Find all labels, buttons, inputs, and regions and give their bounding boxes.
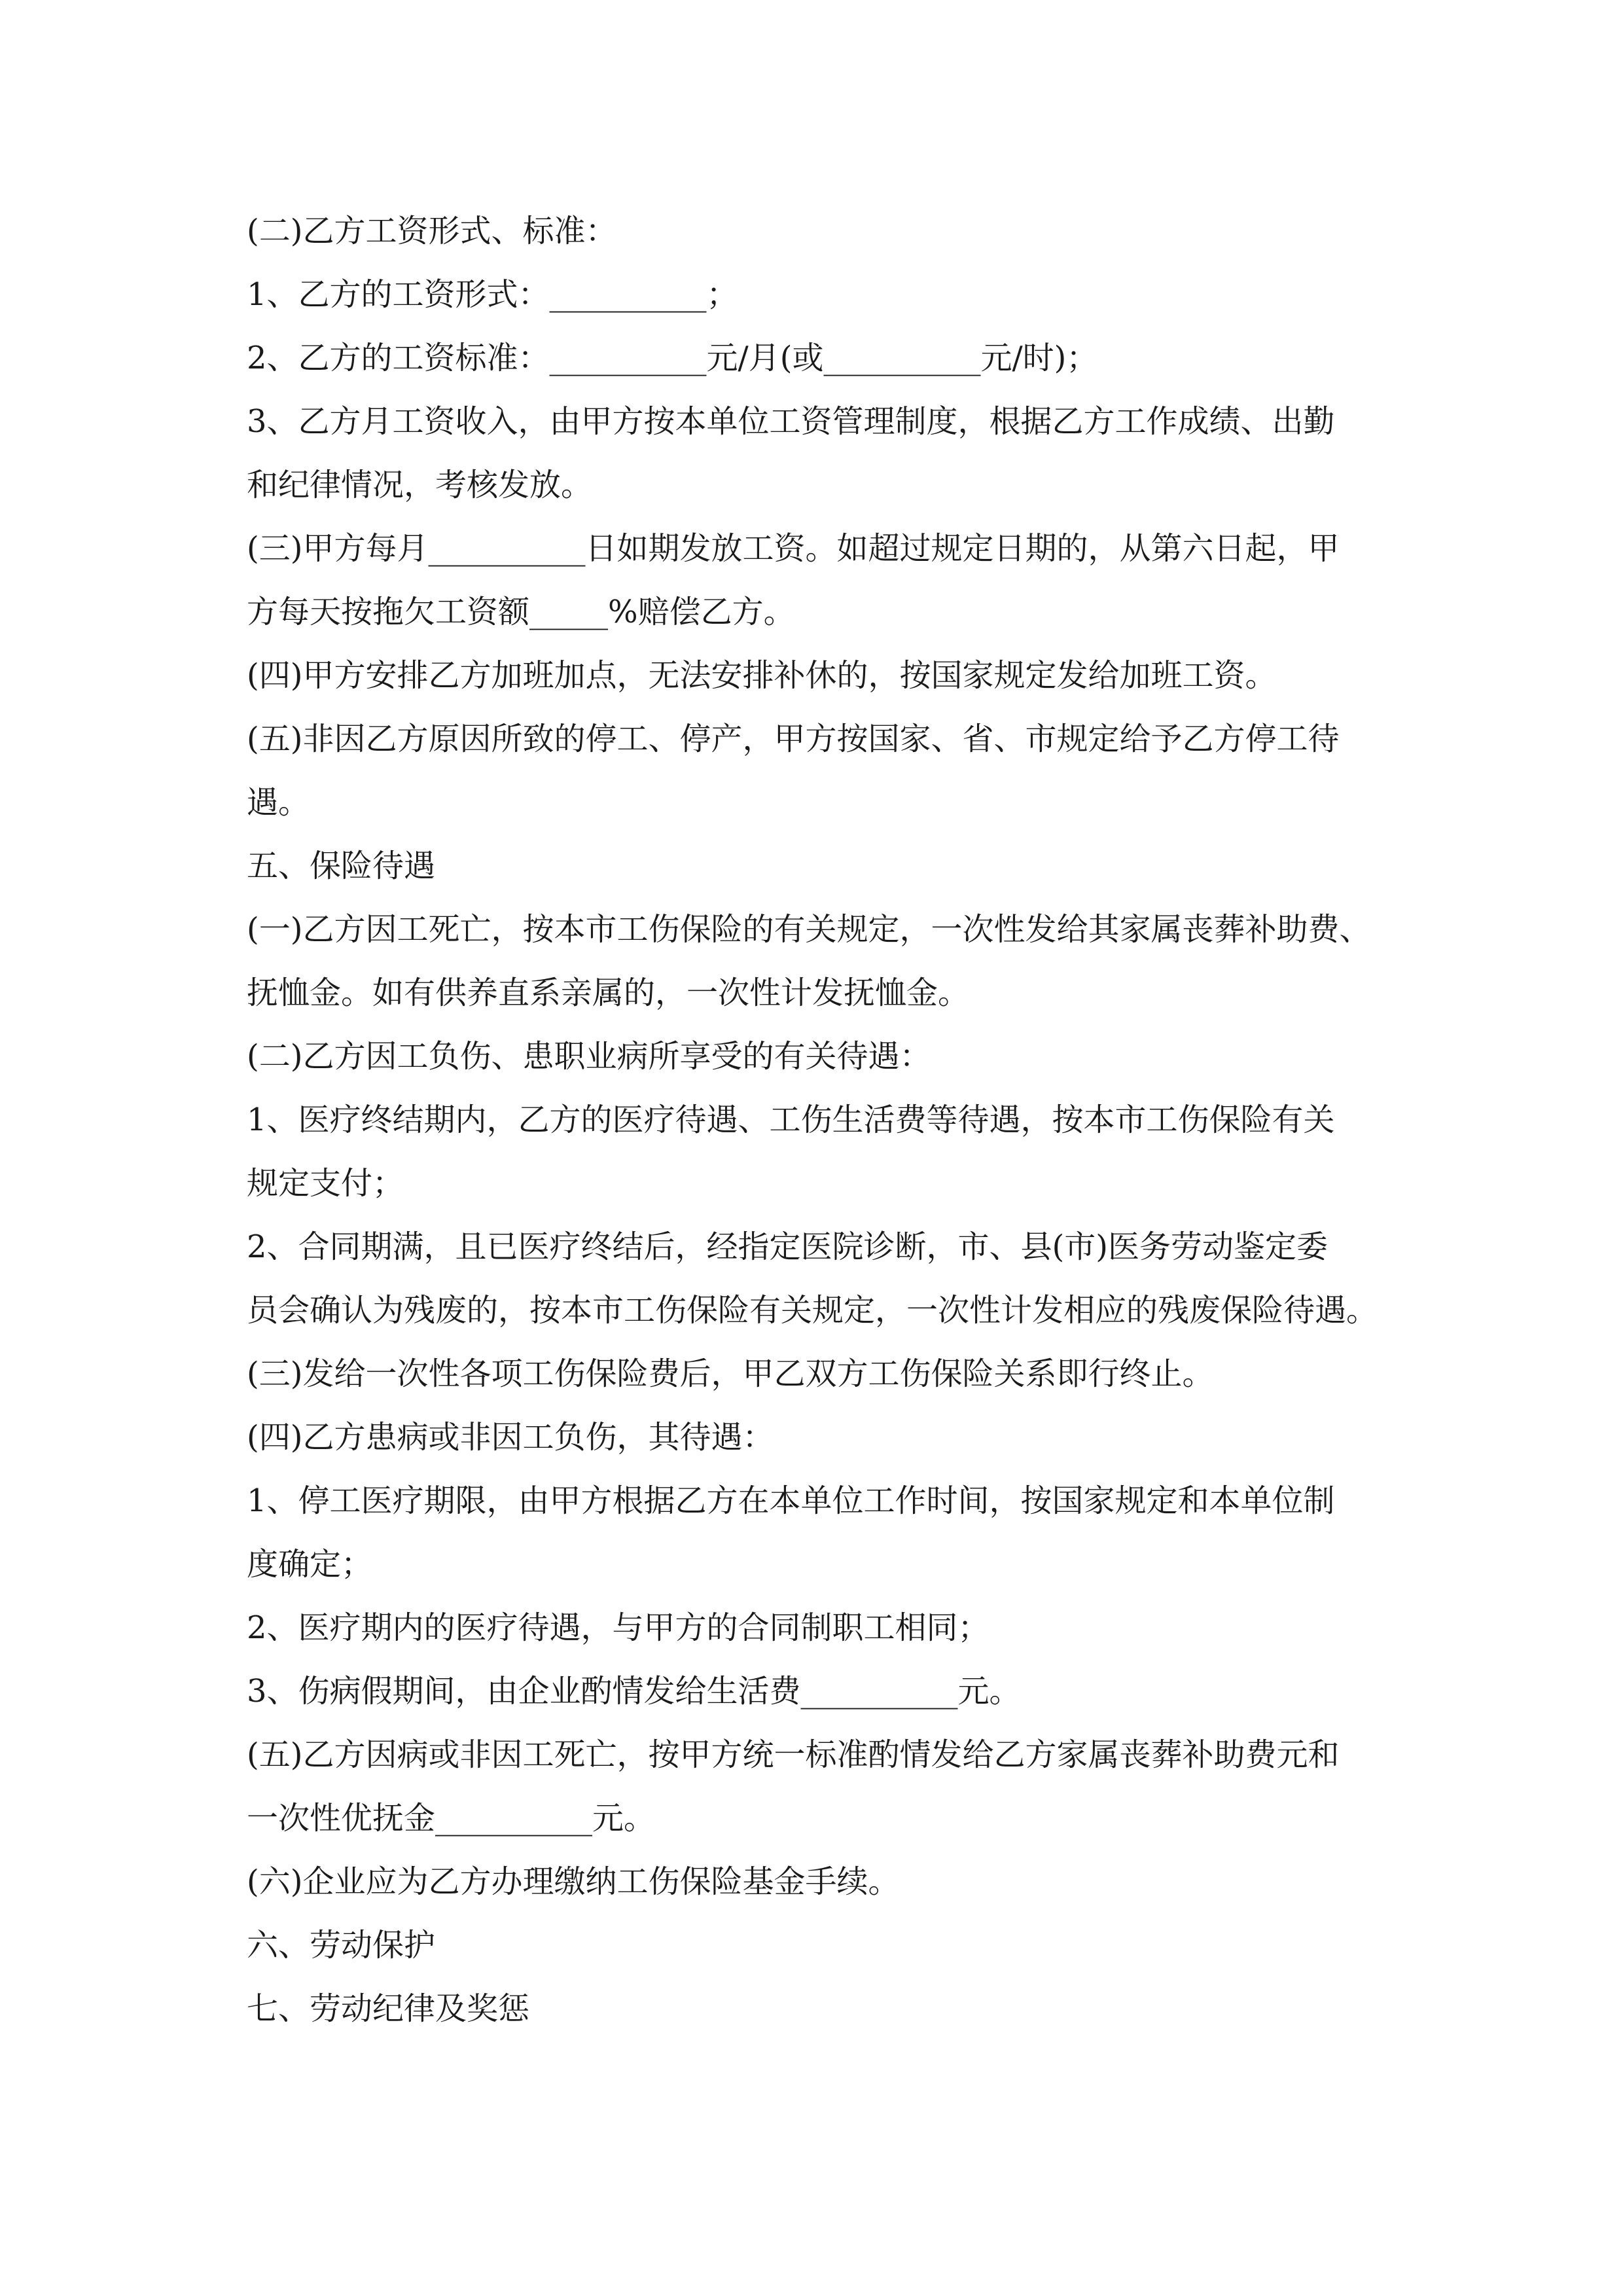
line-text: (六)企业应为乙方办理缴纳工伤保险基金手续。 <box>247 1863 900 1900</box>
line-text: 日如期发放工资。如超过规定日期的，从第六日起，甲 <box>585 530 1340 567</box>
line-text: (三)甲方每月 <box>247 530 429 567</box>
document-line <box>247 1660 1379 1723</box>
document-line <box>247 1723 1379 1787</box>
line-text: 2、医疗期内的医疗待遇，与甲方的合同制职工相同； <box>247 1609 990 1646</box>
blank-field: __________ <box>428 530 586 567</box>
line-text: (二)乙方工资形式、标准： <box>247 213 617 249</box>
line-text: 2、合同期满，且已医疗终结后，经指定医院诊断，市、县(市)医务劳动鉴定委 <box>247 1229 1328 1265</box>
line-text: 七、劳动纪律及奖惩 <box>247 1990 530 2027</box>
line-text: 元。 <box>957 1673 1021 1710</box>
document-line <box>247 1215 1379 1279</box>
document-line <box>247 1152 1379 1215</box>
line-text: 1、医疗终结期内，乙方的医疗待遇、工伤生活费等待遇，按本市工伤保险有关 <box>247 1102 1335 1138</box>
document-line <box>247 834 1379 898</box>
line-text: 员会确认为残废的，按本市工伤保险有关规定，一次性计发相应的残废保险待遇。 <box>247 1292 1378 1329</box>
line-text: 五、保险待遇 <box>247 848 436 884</box>
document-line <box>247 1279 1379 1342</box>
blank-field: __________ <box>435 1800 593 1837</box>
line-text: (二)乙方因工负伤、患职业病所享受的有关待遇： <box>247 1038 931 1075</box>
document-line <box>247 644 1379 708</box>
line-text: (四)乙方患病或非因工负伤，其待遇： <box>247 1419 774 1456</box>
line-text: 3、乙方月工资收入，由甲方按本单位工资管理制度，根据乙方工作成绩、出勤 <box>247 403 1335 440</box>
document-line <box>247 771 1379 834</box>
document-line <box>247 581 1379 644</box>
blank-field: __________ <box>800 1673 958 1710</box>
document-line <box>247 1914 1379 1977</box>
document-line <box>247 898 1379 961</box>
document-line <box>247 961 1379 1025</box>
line-text: 遇。 <box>247 784 310 821</box>
line-text: (一)乙方因工死亡，按本市工伤保险的有关规定，一次性发给其家属丧葬补助费、 <box>247 911 1371 948</box>
document-line <box>247 1850 1379 1914</box>
document-line <box>247 454 1379 517</box>
document-line <box>247 1596 1379 1660</box>
line-text: 方每天按拖欠工资额 <box>247 594 530 630</box>
document-line <box>247 1533 1379 1596</box>
line-text: 1、乙方的工资形式： <box>247 276 550 313</box>
blank-field: __________ <box>823 340 981 376</box>
line-text: (三)发给一次性各项工伤保险费后，甲乙双方工伤保险关系即行终止。 <box>247 1355 1214 1392</box>
document-line <box>247 1342 1379 1406</box>
line-text: 2、乙方的工资标准： <box>247 340 550 376</box>
line-text: (五)非因乙方原因所致的停工、停产，甲方按国家、省、市规定给予乙方停工待 <box>247 721 1340 757</box>
line-text: 度确定； <box>247 1546 373 1583</box>
document-line <box>247 1088 1379 1152</box>
blank-field: __________ <box>549 340 707 376</box>
line-text: 抚恤金。如有供养直系亲属的，一次性计发抚恤金。 <box>247 975 970 1011</box>
line-text: 元/月(或 <box>706 340 824 376</box>
line-text: 六、劳动保护 <box>247 1927 436 1964</box>
document-line <box>247 1787 1379 1850</box>
document-line <box>247 1406 1379 1469</box>
document-line <box>247 1025 1379 1088</box>
line-text: 一次性优抚金 <box>247 1800 436 1837</box>
line-text: (五)乙方因病或非因工死亡，按甲方统一标准酌情发给乙方家属丧葬补助费元和 <box>247 1736 1340 1773</box>
line-text: ； <box>706 276 738 313</box>
document-line <box>247 708 1379 771</box>
line-text: %赔偿乙方。 <box>608 594 795 630</box>
blank-field: __________ <box>549 276 707 313</box>
document-page <box>247 200 1379 2041</box>
line-text: 1、停工医疗期限，由甲方根据乙方在本单位工作时间，按国家规定和本单位制 <box>247 1482 1335 1519</box>
line-text: 规定支付； <box>247 1165 404 1202</box>
document-line <box>247 390 1379 454</box>
document-line <box>247 327 1379 390</box>
document-line <box>247 1469 1379 1533</box>
document-line <box>247 517 1379 581</box>
line-text: 元/时)； <box>980 340 1098 376</box>
line-text: (四)甲方安排乙方加班加点，无法安排补休的，按国家规定发给加班工资。 <box>247 657 1277 694</box>
blank-field: _____ <box>529 594 609 630</box>
line-text: 和纪律情况，考核发放。 <box>247 467 593 503</box>
line-text: 3、伤病假期间，由企业酌情发给生活费 <box>247 1673 801 1710</box>
document-line <box>247 1977 1379 2041</box>
document-line <box>247 263 1379 327</box>
line-text: 元。 <box>592 1800 656 1837</box>
document-line <box>247 200 1379 263</box>
